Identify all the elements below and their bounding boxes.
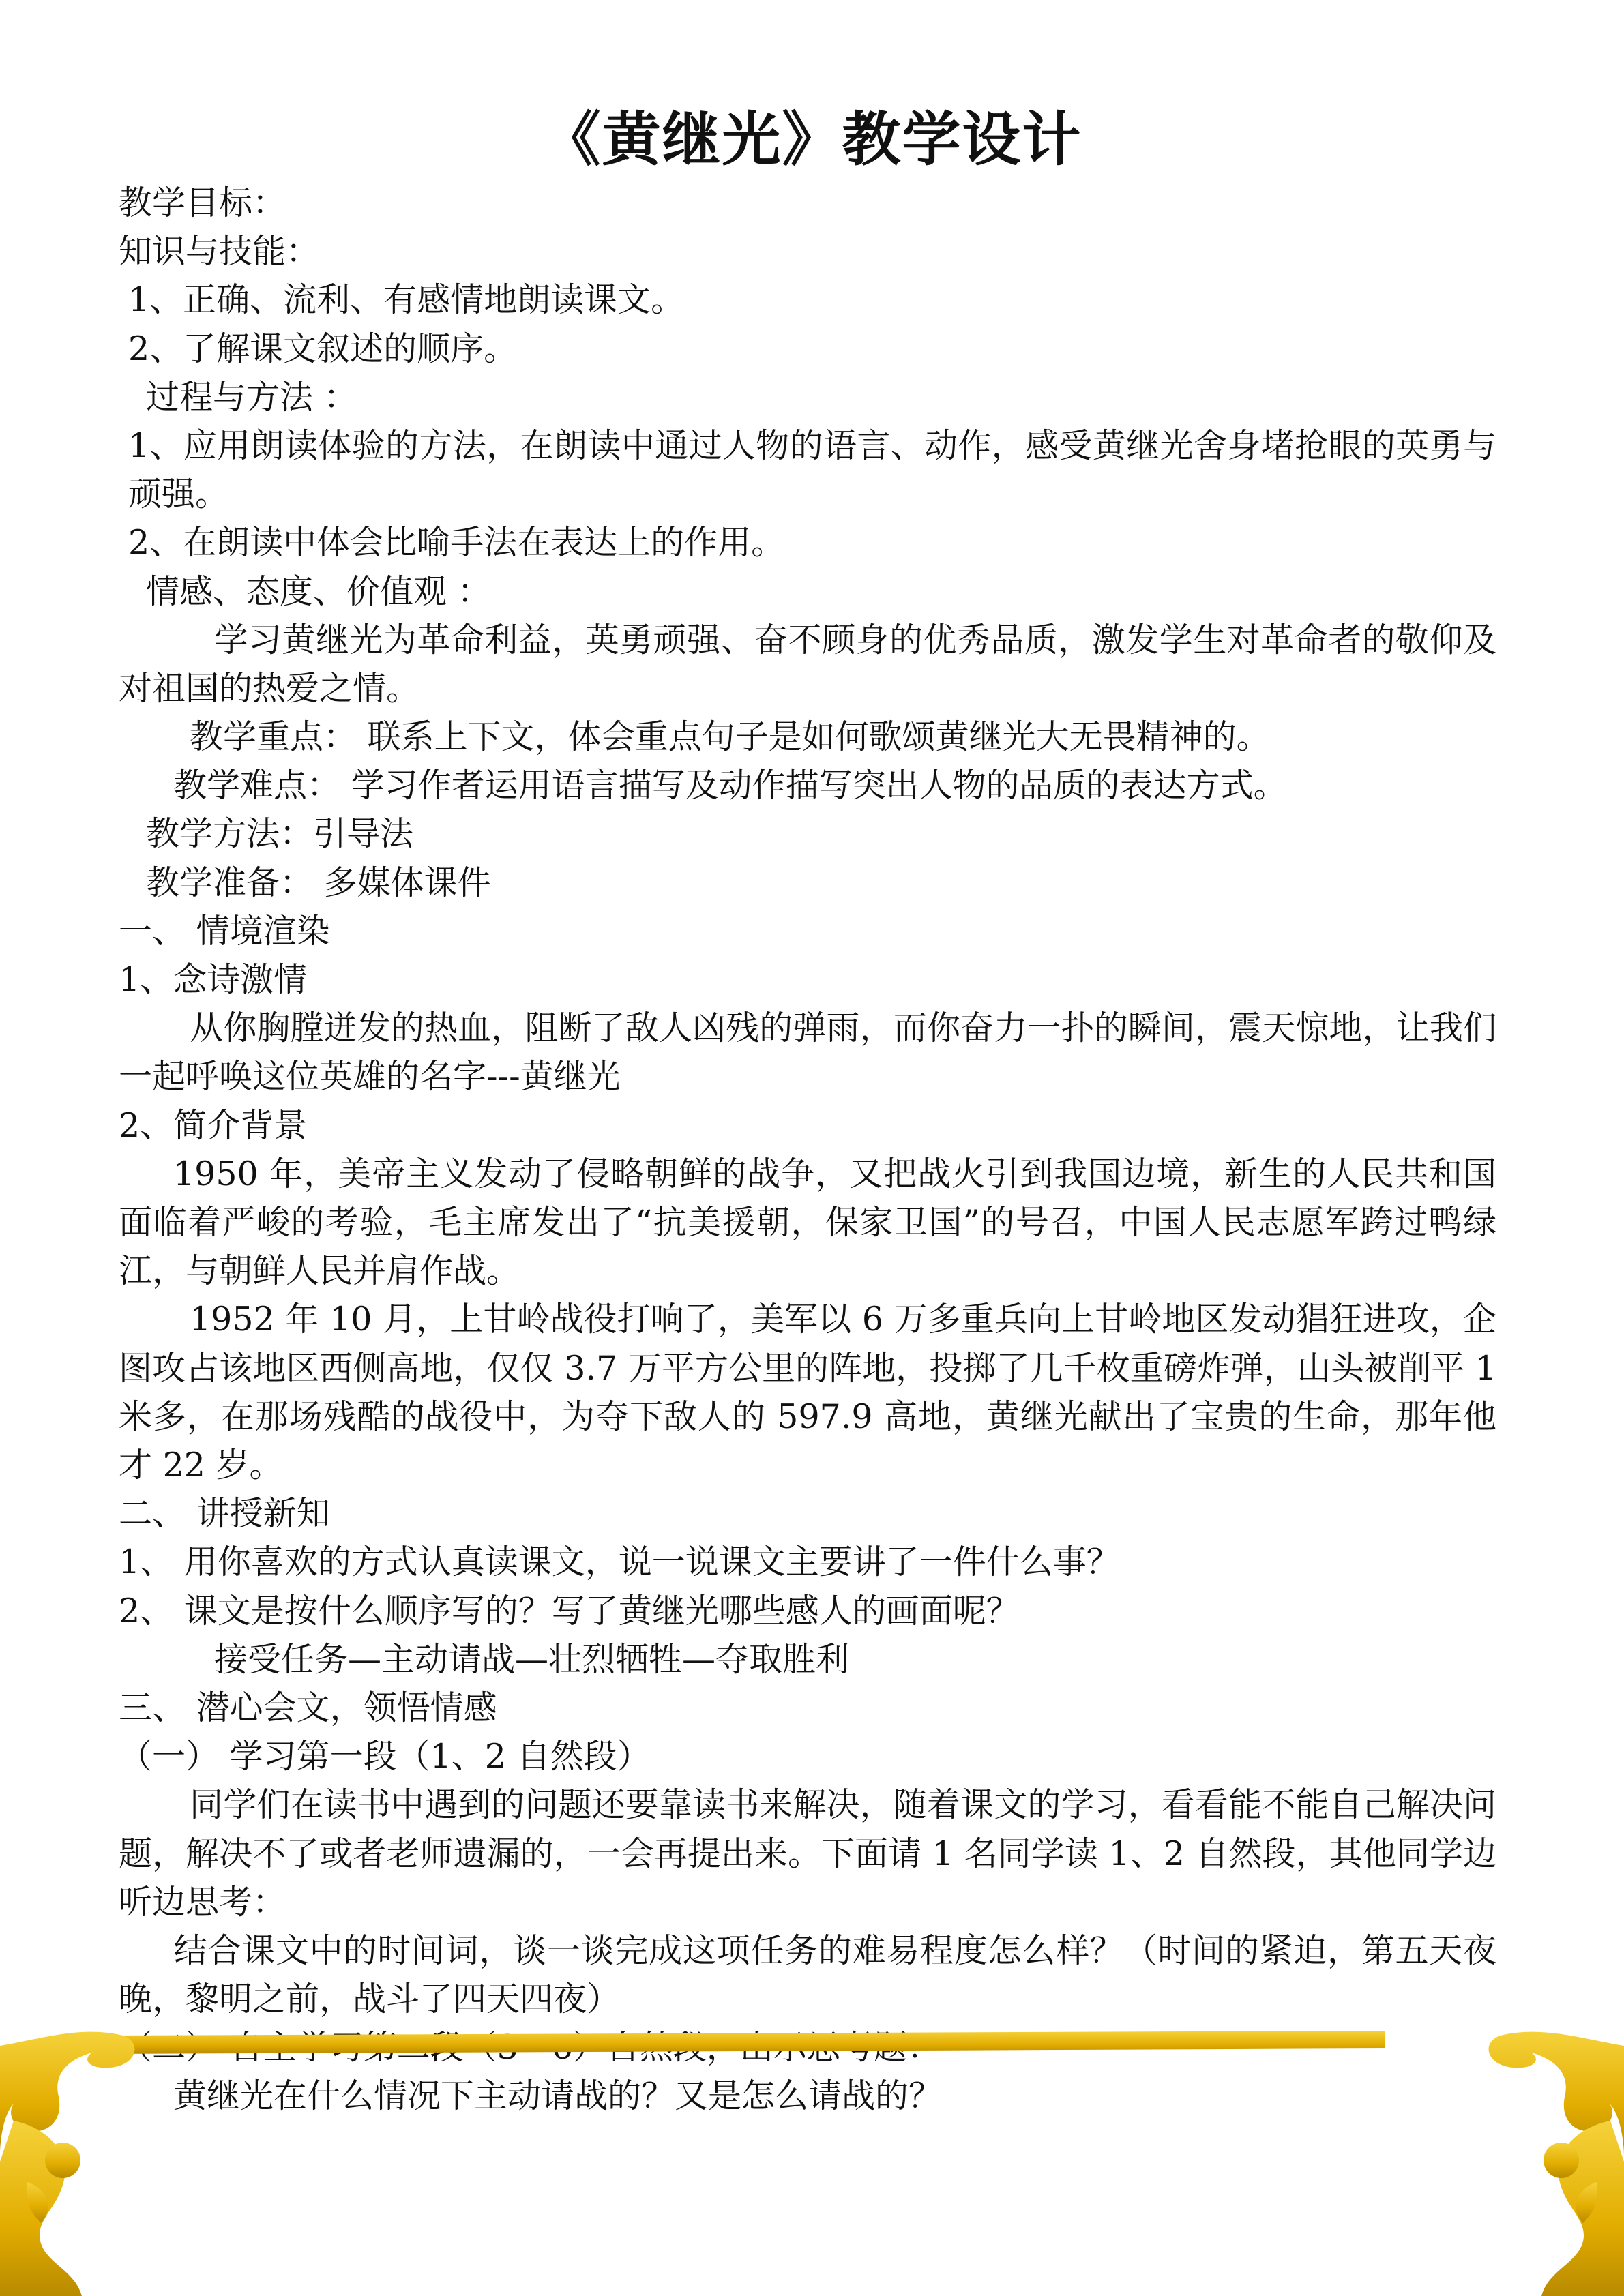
right-ornament <box>1489 2032 1624 2296</box>
section-heading-two: 二、 讲授新知 <box>119 1494 330 1534</box>
paragraph: 1952 年 10 月，上甘岭战役打响了，美军以 6 万多重兵向上甘岭地区发动猖狂进攻，企图攻占该地区西侧高地，仅仅 3.7 万平方公里的阵地，投掷了几千枚重磅炸弹，山头被削平 1 米多，在那场残酷的战役中，为夺下敌人的 597.9 高地，黄继光献出了宝贵的生命，那年他才 22 岁。 <box>119 1300 1496 1485</box>
document-body <box>119 179 1496 2121</box>
document-title: 《黄继光》教学设计 <box>542 106 1082 174</box>
paragraph: 同学们在读书中遇到的问题还要靠读书来解决，随着课文的学习，看看能不能自己解决问题，解决不了或者老师遗漏的，一会再提出来。下面请 1 名同学读 1、2 自然段，其他同学边听边思考： <box>119 1785 1496 1922</box>
objective-item: 1、正确、流利、有感情地朗读课文。 <box>128 280 685 320</box>
section-heading-one: 一、 情境渲染 <box>119 911 330 951</box>
step-heading: 1、念诗激情 <box>119 960 308 1000</box>
section-heading-three: 三、 潜心会文，领悟情感 <box>119 1688 497 1727</box>
border-band <box>102 2031 1385 2054</box>
decorative-border <box>0 2018 1624 2296</box>
subheading-process-method: 过程与方法 ： <box>146 377 357 417</box>
teaching-method: 教学方法：引导法 <box>146 814 414 854</box>
step-heading: 2、简介背景 <box>119 1105 308 1145</box>
teaching-preparation: 教学准备： 多媒体课件 <box>146 863 491 902</box>
objective-item: 2、了解课文叙述的顺序。 <box>128 329 518 368</box>
section-heading-objectives: 教学目标： <box>119 183 286 222</box>
question-item: 2、 课文是按什么顺序写的？写了黄继光哪些感人的画面呢？ <box>119 1591 1020 1630</box>
paragraph: 从你胸膛迸发的热血，阻断了敌人凶残的弹雨，而你奋力一扑的瞬间，震天惊地，让我们一起呼唤这位英雄的名字---黄继光 <box>119 1009 1496 1097</box>
paragraph: 结合课文中的时间词，谈一谈完成这项任务的难易程度怎么样？（时间的紧迫，第五天夜晚，黎明之前，战斗了四天四夜） <box>119 1930 1496 2019</box>
subheading-attitude-values: 情感、态度、价值观 ： <box>146 571 491 611</box>
subsection-heading: （一） 学习第一段（1、2 自然段） <box>119 1737 651 1776</box>
teaching-difficulty: 教学难点： 学习作者运用语言描写及动作描写突出人物的品质的表达方式。 <box>173 766 1287 805</box>
left-ornament <box>0 2032 134 2296</box>
subheading-knowledge-skills: 知识与技能： <box>119 232 320 271</box>
question-item: 1、 用你喜欢的方式认真读课文，说一说课文主要讲了一件什么事？ <box>119 1542 1120 1582</box>
teaching-key-point: 教学重点： 联系上下文，体会重点句子是如何歌颂黄继光大无畏精神的。 <box>190 717 1270 757</box>
question-item: 黄继光在什么情况下主动请战的？又是怎么请战的？ <box>173 2076 943 2116</box>
structure-summary: 接受任务—主动请战—壮烈牺牲—夺取胜利 <box>214 1639 850 1679</box>
objective-item: 2、在朗读中体会比喻手法在表达上的作用。 <box>128 523 785 563</box>
paragraph: 1950 年，美帝主义发动了侵略朝鲜的战争，又把战火引到我国边境，新生的人民共和国面临着严峻的考验，毛主席发出了“抗美援朝，保家卫国”的号召，中国人民志愿军跨过鸭绿江，与朝鲜人民并肩作战。 <box>119 1154 1496 1291</box>
paragraph: 学习黄继光为革命利益，英勇顽强、奋不顾身的优秀品质，激发学生对革命者的敬仰及对祖国的热爱之情。 <box>119 620 1496 708</box>
objective-item: 1、应用朗读体验的方法，在朗读中通过人物的语言、动作，感受黄继光舍身堵抢眼的英勇与顽强。 <box>128 426 1496 514</box>
